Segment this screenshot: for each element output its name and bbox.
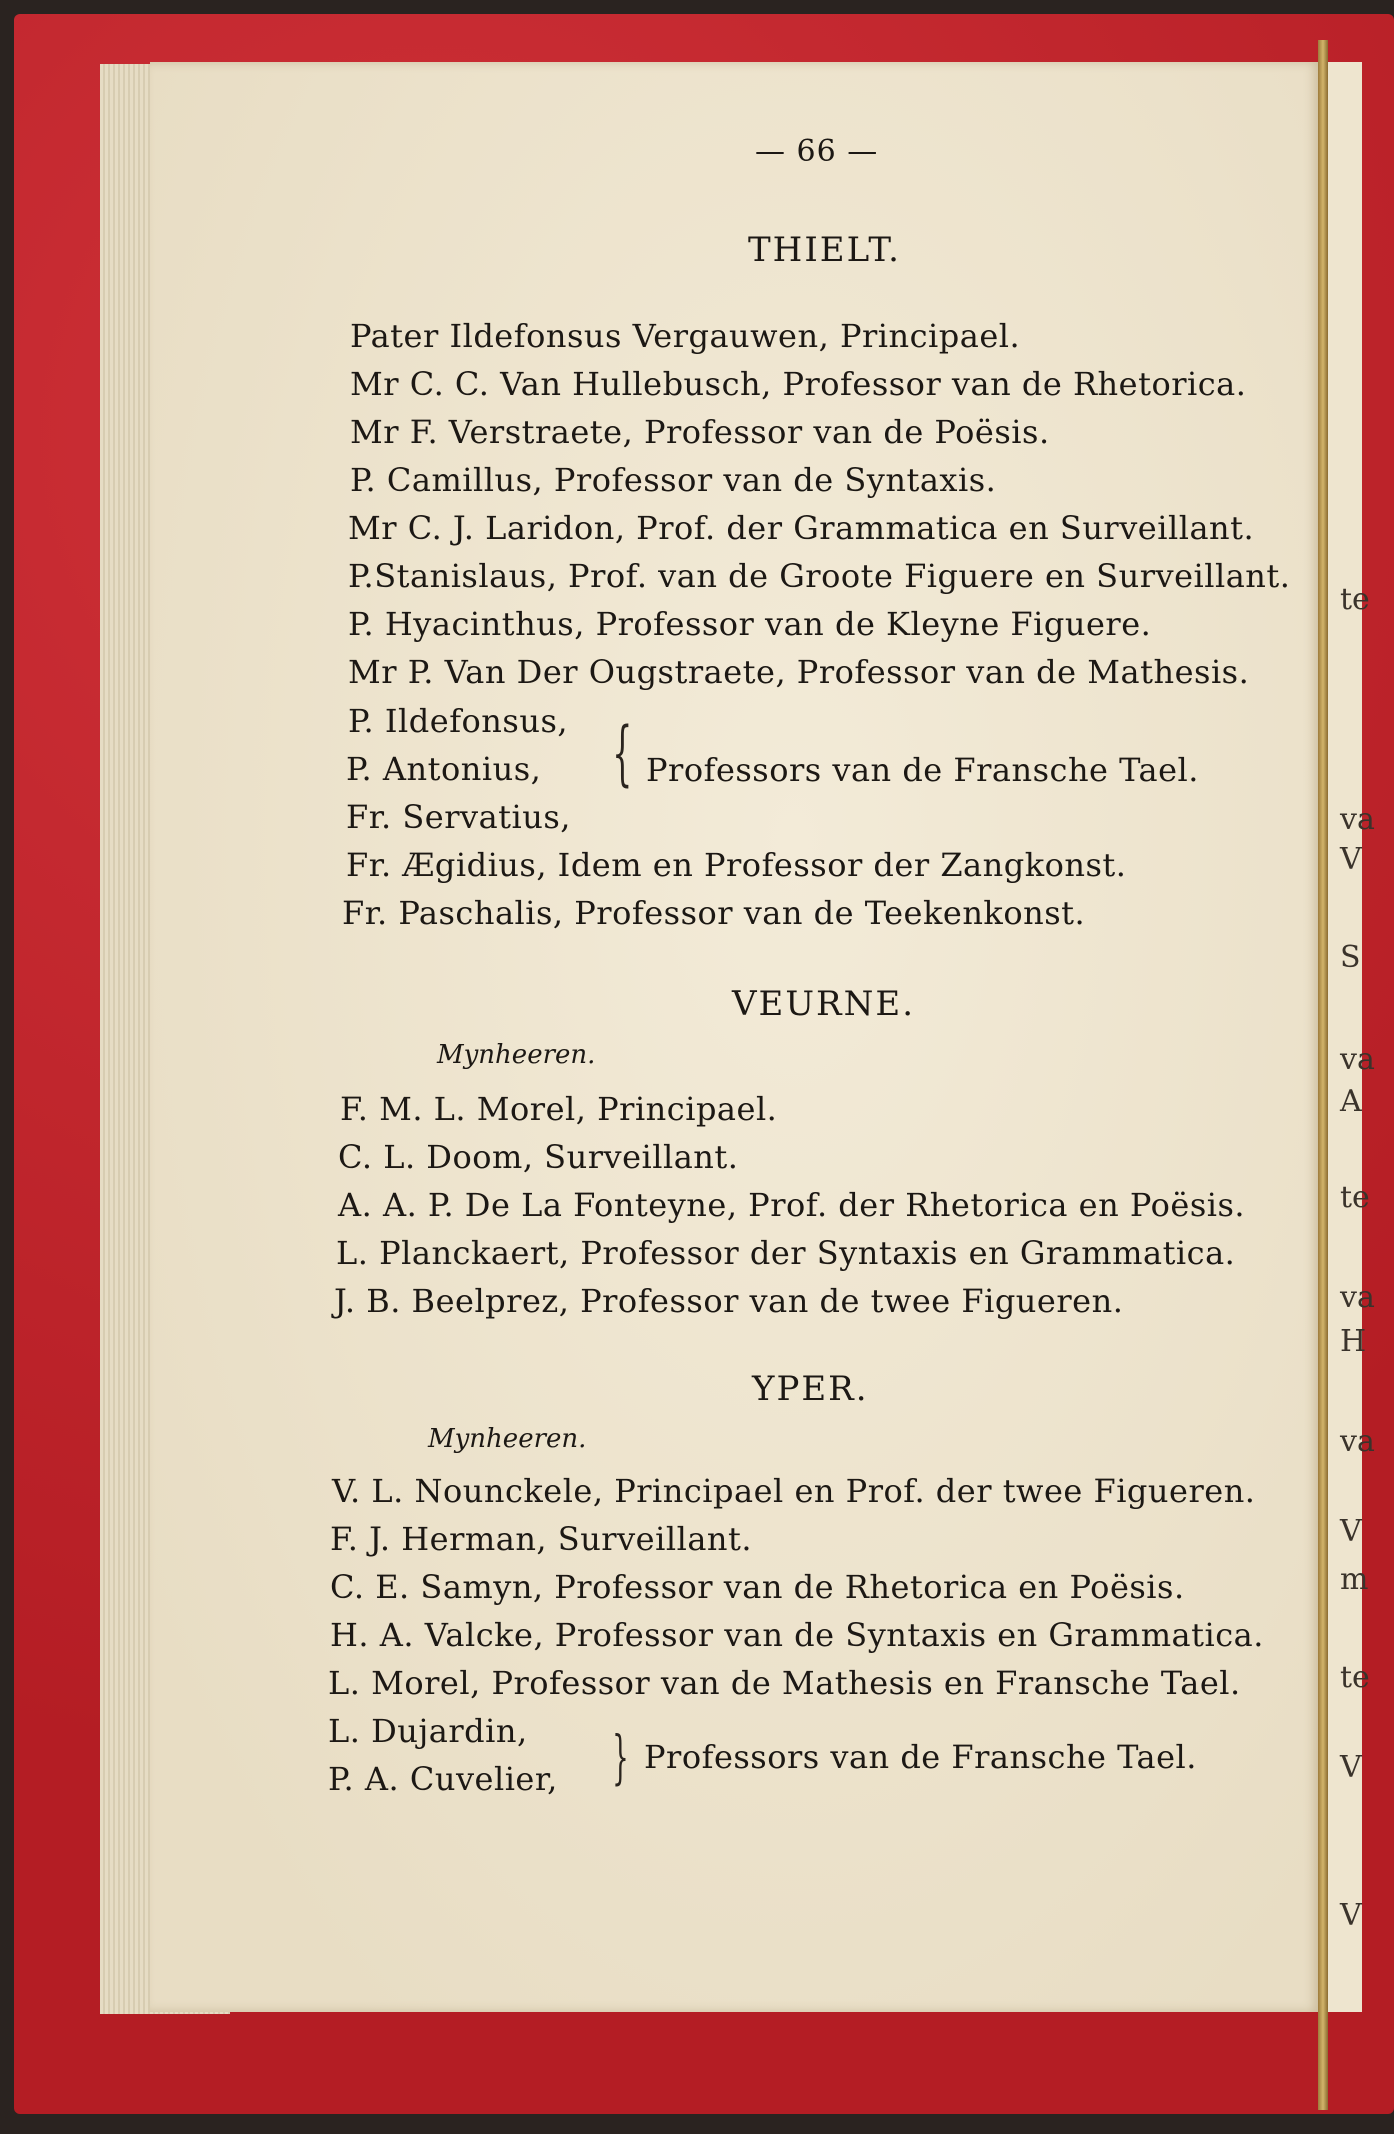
thielt-entry: Fr. Ægidius, Idem en Professor der Zangkonst. [346, 846, 1127, 884]
page-number: — 66 — [755, 134, 879, 169]
yper-group-name: P. A. Cuvelier, [328, 1760, 558, 1798]
thielt-entry: P.Stanislaus, Prof. van de Groote Figuere en Surveillant. [348, 557, 1291, 595]
group-brace-icon: { [612, 712, 633, 794]
thielt-entry: Mr P. Van Der Ougstraete, Professor van de Mathesis. [348, 653, 1250, 691]
next-page-fragment: S [1340, 940, 1361, 975]
next-page-fragment: V [1340, 1514, 1362, 1549]
next-page-fragment: V [1340, 842, 1362, 877]
veurne-entry: A. A. P. De La Fonteyne, Prof. der Rhetorica en Poësis. [338, 1186, 1246, 1224]
next-page-fragment: V [1340, 1750, 1362, 1785]
thielt-entry: Pater Ildefonsus Vergauwen, Principael. [350, 317, 1021, 355]
next-page-fragment: A [1340, 1084, 1362, 1119]
veurne-entry: J. B. Beelprez, Professor van de twee Figueren. [334, 1282, 1124, 1320]
section-title-veurne: VEURNE. [732, 984, 916, 1024]
thielt-group-role: Professors van de Fransche Tael. [646, 751, 1199, 789]
thielt-entry: Fr. Paschalis, Professor van de Teekenkonst. [342, 894, 1086, 932]
next-page-fragment: V [1340, 1898, 1362, 1933]
group-brace-icon: } [612, 1723, 629, 1791]
next-page-fragment: va [1340, 1280, 1375, 1315]
next-page-fragment: va [1340, 1042, 1375, 1077]
next-page-fragment: te [1340, 1180, 1370, 1215]
yper-entry: V. L. Nounckele, Principael en Prof. der twee Figueren. [332, 1472, 1256, 1510]
section-title-yper: YPER. [752, 1369, 869, 1409]
thielt-entry: P. Hyacinthus, Professor van de Kleyne Figuere. [348, 605, 1152, 643]
thielt-entry: Mr C. C. Van Hullebusch, Professor van de Rhetorica. [350, 365, 1247, 403]
next-page-fragment: te [1340, 582, 1370, 617]
section-title-thielt: THIELT. [748, 230, 901, 270]
yper-entry: H. A. Valcke, Professor van de Syntaxis en Grammatica. [330, 1616, 1264, 1654]
next-page-fragment: H [1340, 1324, 1367, 1359]
thielt-entry: P. Camillus, Professor van de Syntaxis. [350, 461, 997, 499]
yper-group-role: Professors van de Fransche Tael. [644, 1738, 1197, 1776]
yper-entry: C. E. Samyn, Professor van de Rhetorica en Poësis. [330, 1568, 1185, 1606]
veurne-entry: C. L. Doom, Surveillant. [338, 1138, 739, 1176]
thielt-group-name: P. Ildefonsus, [348, 702, 569, 740]
yper-entry: L. Morel, Professor van de Mathesis en Fransche Tael. [328, 1664, 1241, 1702]
veurne-entry: F. M. L. Morel, Principael. [340, 1090, 778, 1128]
thielt-entry: Mr C. J. Laridon, Prof. der Grammatica en Surveillant. [348, 509, 1255, 547]
greeting: Mynheeren. [437, 1040, 596, 1070]
thielt-group-name: Fr. Servatius, [346, 798, 571, 836]
next-page-fragment: te [1340, 1660, 1370, 1695]
next-page-fragment: va [1340, 802, 1375, 837]
next-page-fragment: va [1340, 1424, 1375, 1459]
greeting: Mynheeren. [428, 1424, 587, 1454]
yper-group-name: L. Dujardin, [328, 1712, 528, 1750]
thielt-group-name: P. Antonius, [346, 750, 542, 788]
yper-entry: F. J. Herman, Surveillant. [330, 1520, 753, 1558]
veurne-entry: L. Planckaert, Professor der Syntaxis en Grammatica. [336, 1234, 1236, 1272]
next-page-fragment: m [1340, 1562, 1369, 1597]
thielt-entry: Mr F. Verstraete, Professor van de Poësis. [350, 413, 1050, 451]
